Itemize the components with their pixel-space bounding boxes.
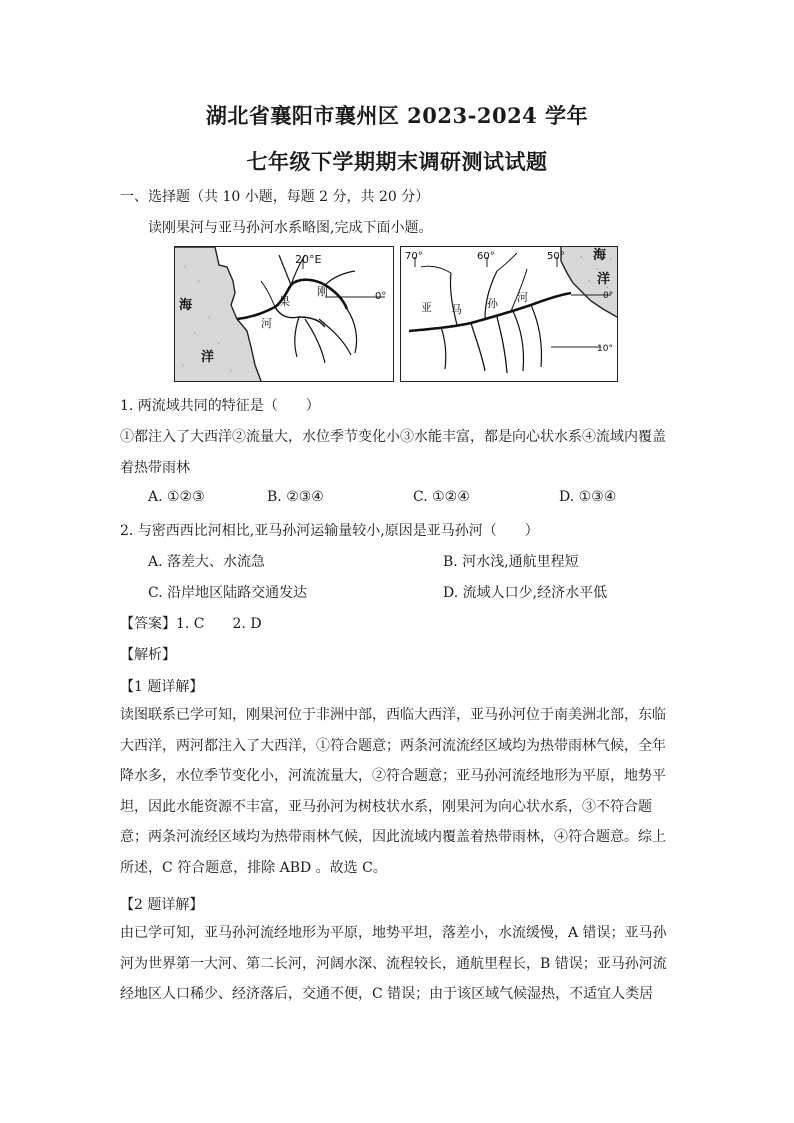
question-1-option-d: D. ①③④ [559,489,617,505]
amazon-river-map [400,246,618,382]
congo-river-char2: 刚 [317,285,328,298]
question-2-option-d: D. 流域人口少,经济水平低 [443,585,608,601]
congo-river-char3: 河 [261,317,272,330]
amazon-river-char3: 孙 [487,297,498,310]
question-1-body-line1: ①都注入了大西洋②流量大，水位季节变化小③水能丰富，都是向心状水系④流域内覆盖 [120,429,666,445]
analysis-heading: 【解析】 [120,647,176,663]
amazon-lon-label-50: 50° [547,251,565,262]
question-2-option-c: C. 沿岸地区陆路交通发达 [148,585,308,601]
detail-2-line: 由已学可知，亚马孙河流经地形为平原，地势平坦，落差小，水流缓慢，A 错误；亚马孙 [120,925,667,941]
detail-2-heading: 【2 题详解】 [120,897,204,913]
detail-1-heading: 【1 题详解】 [120,679,204,695]
detail-1-text [120,700,680,884]
congo-equator-label: 0° [375,291,387,302]
detail-1-line: 降水多，水位季节变化小，河流流量大，②符合题意；亚马孙河流经地形为平原，地势平 [120,768,666,785]
congo-sea-char2: 洋 [201,350,215,365]
section-intro: 读刚果河与亚马孙河水系略图,完成下面小题。 [148,220,433,236]
amazon-river-char2: 马 [451,303,462,316]
amazon-lat-label-0: 0° [603,291,614,301]
detail-1-line: 读图联系已学可知，刚果河位于非洲中部，西临大西洋，亚马孙河位于南美洲北部，东临 [120,707,666,723]
amazon-river-char1: 亚 [421,301,432,314]
detail-1-line: 大西洋，两河都注入了大西洋，①符合题意；两条河流流经区域均为热带雨林气候，全年 [120,737,666,754]
congo-lon-label: 20°E [295,253,322,266]
question-1-option-b: B. ②③④ [267,489,324,505]
amazon-lat-label-10: 10° [597,344,613,354]
congo-sea-char1: 海 [179,298,193,313]
question-2-stem: 2. 与密西西比河相比,亚马孙河运输量较小,原因是亚马孙河（ ） [120,523,539,539]
document-title-line1: 湖北省襄阳市襄州区 2023-2024 学年 [205,103,589,128]
river-maps [174,246,618,380]
detail-2-line: 河为世界第一大河、第二长河，河阔水深、流程较长，通航里程长，B 错误；亚马孙河流 [120,955,667,972]
document-title-line2: 七年级下学期期末调研测试试题 [246,149,548,174]
question-2-option-b: B. 河水浅,通航里程短 [443,554,579,570]
congo-river-char1: 果 [279,295,290,308]
amazon-sea-char1: 海 [593,248,607,263]
detail-1-line: 所述，C 符合题意，排除 ABD 。故选 C。 [120,859,387,876]
amazon-river-char4: 河 [517,291,528,304]
amazon-sea-char2: 洋 [597,272,611,287]
detail-1-line: 坦，因此水能资源不丰富，亚马孙河为树枝状水系，刚果河为向心状水系，③不符合题 [120,798,652,815]
detail-1-line: 意；两条河流经区域均为热带雨林气候，因此流域内覆盖着热带雨林，④符合题意。综上 [120,829,666,846]
question-1-stem: 1. 两流域共同的特征是（ ） [120,398,320,414]
amazon-lon-label-70: 70° [405,251,423,262]
answer-line: 【答案】1. C 2. D [120,616,262,632]
congo-river-map [174,246,394,382]
question-1-body-line2: 着热带雨林 [120,460,190,476]
detail-2-line: 经地区人口稀少、经济落后，交通不便，C 错误；由于该区域气候湿热，不适宜人类居 [120,986,654,1003]
detail-2-text [120,918,680,1010]
question-1-option-a: A. ①②③ [148,489,205,505]
question-1-option-c: C. ①②④ [413,489,470,505]
amazon-lon-label-60: 60° [477,251,495,262]
question-2-option-a: A. 落差大、水流急 [148,554,266,570]
section-heading: 一、选择题（共 10 小题，每题 2 分，共 20 分） [120,189,430,205]
